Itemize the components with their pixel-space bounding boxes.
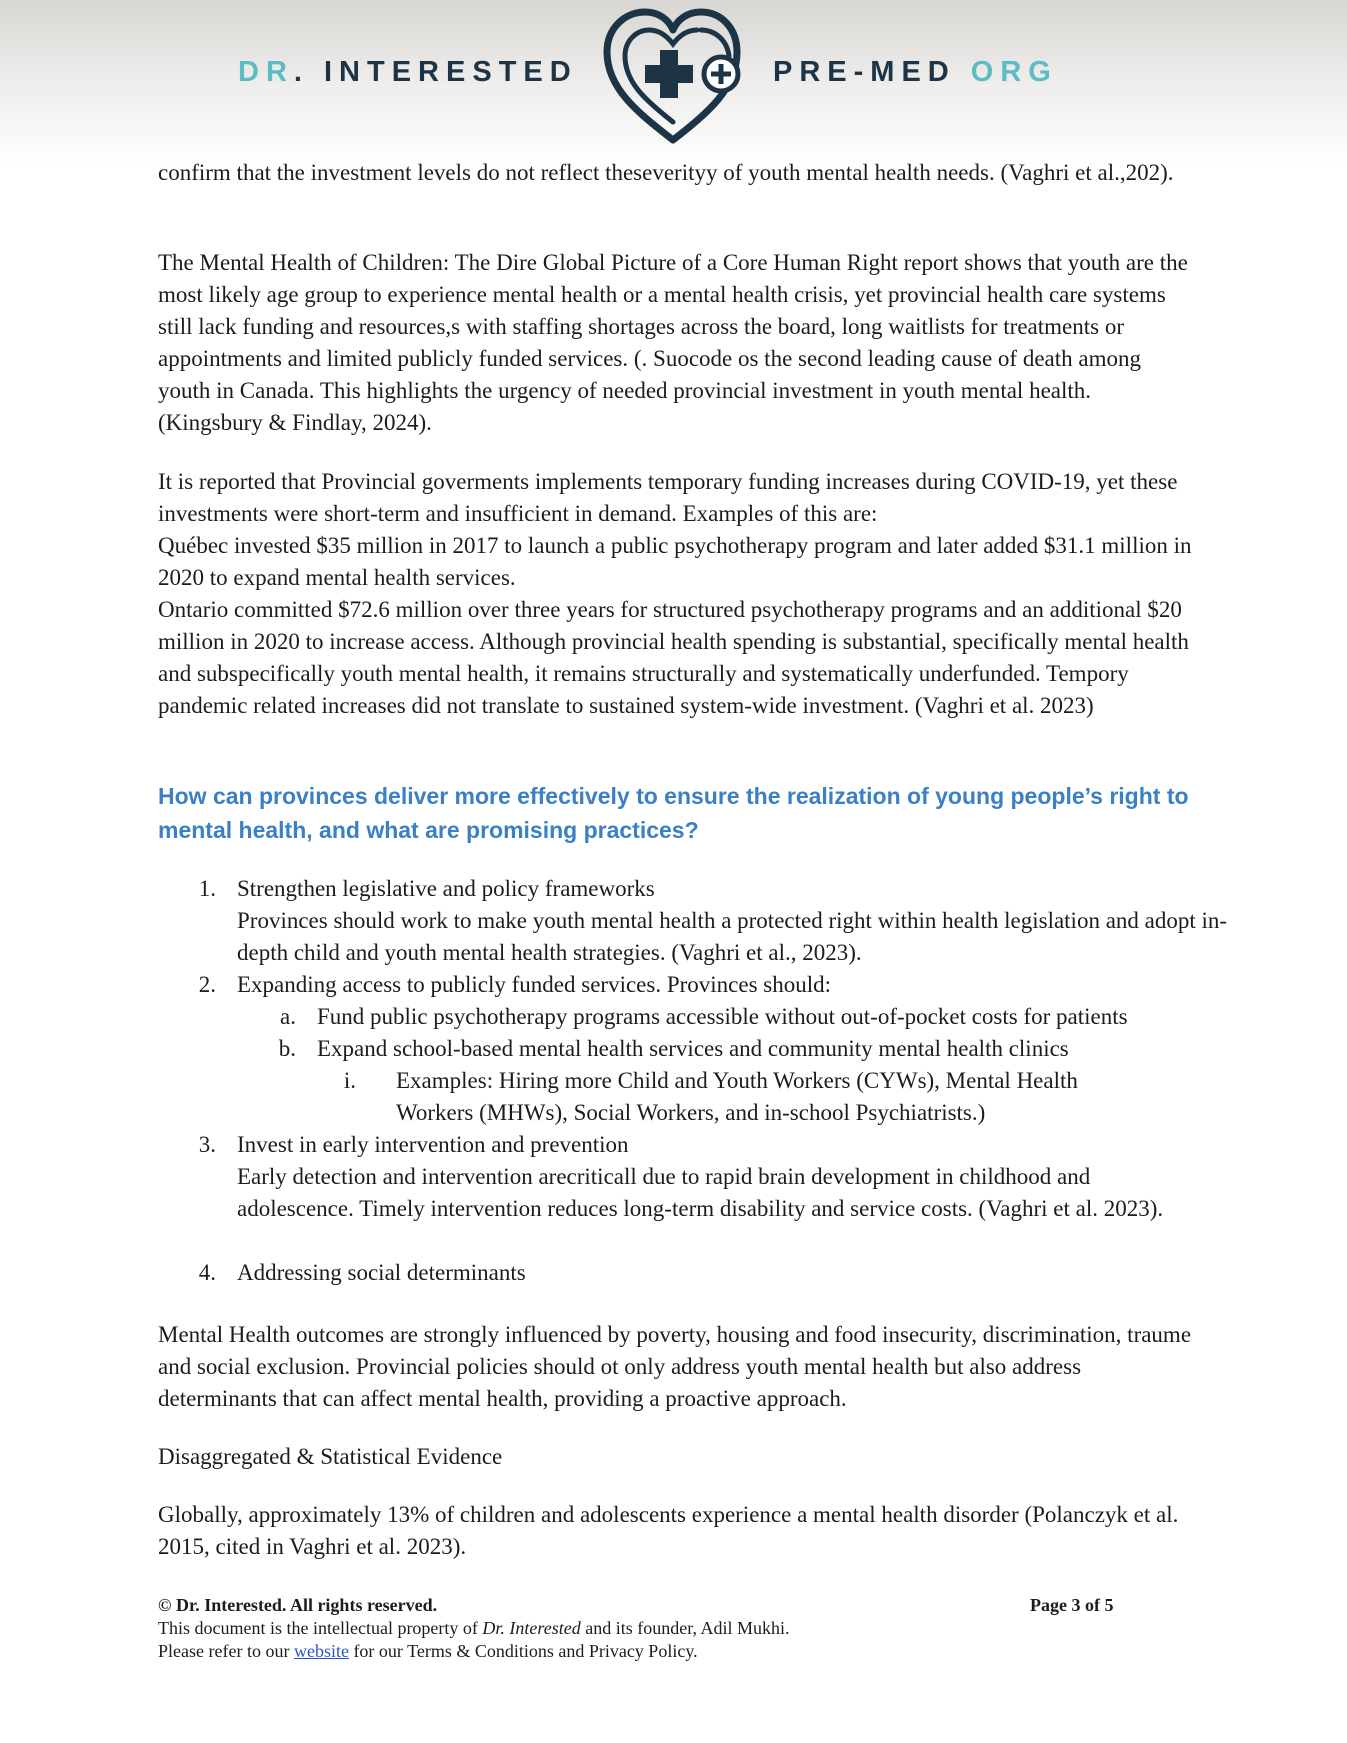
heart-stethoscope-logo-icon (597, 0, 749, 150)
list-marker-a: a. (280, 1004, 296, 1029)
brand-name-right (773, 56, 1058, 89)
list-item-1-body: Provinces should work to make youth mental health a protected right within health legislation and adopt in-depth child and youth mental health strategies. (Vaghri et al., 2023). (237, 908, 1228, 965)
footer-ownership-line (158, 1617, 1118, 1640)
paragraph-temporary-funding: It is reported that Provincial goverments implements temporary funding increases during COVID-19, yet these investments were short-term and insufficient in demand. Examples of this are: (158, 469, 1178, 526)
footer-ownership-text-b: and its founder, Adil Mukhi. (580, 1618, 790, 1638)
list-marker-2: 2. (198, 972, 216, 997)
list-item-4-title: Addressing social determinants (237, 1260, 526, 1285)
list-item-3-body: Early detection and intervention arecriticall due to rapid brain development in childhood and adolescence. Timely intervention reduces long-term disability and service costs. (Vaghri et al. 2023). (237, 1164, 1164, 1221)
paragraph-social-determinants: Mental Health outcomes are strongly influenced by poverty, housing and food insecurity, discrimination, traume and social exclusion. Provincial policies should ot only address youth mental health but also address determinants that can affect mental health, providing a proactive approach. (158, 1322, 1192, 1411)
footer-ownership-text-a: This document is the intellectual property of (158, 1618, 483, 1638)
brand-premed: PRE-MED (773, 56, 971, 88)
list-marker-b: b. (278, 1036, 296, 1061)
brand-interested: . INTERESTED (293, 56, 578, 88)
footer-terms-text-b: for our Terms & Conditions and Privacy Policy. (348, 1641, 698, 1661)
footer-copyright: © Dr. Interested. All rights reserved. (158, 1595, 438, 1615)
brand-name-left (238, 56, 578, 89)
footer-terms-text-a: Please refer to our (158, 1641, 294, 1661)
list-marker-i: i. (343, 1068, 356, 1093)
paragraph-disaggregated-evidence: Disaggregated & Statistical Evidence (158, 1444, 503, 1469)
list-marker-1: 1. (198, 876, 216, 901)
list-item-2-title: Expanding access to publicly funded services. Provinces should: (237, 972, 832, 997)
brand-org: ORG (970, 56, 1058, 88)
footer-ownership-name: Dr. Interested (482, 1618, 581, 1638)
page-header (0, 0, 1347, 165)
footer-terms-line (158, 1640, 1118, 1663)
list-item-i: Examples: Hiring more Child and Youth Workers (CYWs), Mental Health Workers (MHWs), Social Workers, and in-school Psychiatrists.) (396, 1068, 1078, 1125)
page-number: Page 3 of 5 (1030, 1595, 1114, 1615)
paragraph-global-statistic: Globally, approximately 13% of children and adolescents experience a mental health disorder (Polanczyk et al. 2015, cited in Vaghri et al. 2023). (158, 1502, 1179, 1559)
paragraph-quebec-example: Québec invested $35 million in 2017 to launch a public psychotherapy program and later added $31.1 million in 2020 to expand mental health services. (158, 533, 1192, 590)
website-link[interactable]: website (293, 1641, 349, 1661)
list-item-b: Expand school-based mental health services and community mental health clinics (317, 1036, 1069, 1061)
list-marker-3: 3. (198, 1132, 216, 1157)
list-item-1-title: Strengthen legislative and policy frameworks (237, 876, 655, 901)
page-footer (158, 1594, 1118, 1663)
paragraph-mental-health-children-report: The Mental Health of Children: The Dire Global Picture of a Core Human Right report shows that youth are the most likely age group to experience mental health or a mental health crisis, yet provincial health care systems still lack funding and resources,s with staffing shortages across the board, long waitlists for treatments or appointments and limited publicly funded services. (. Suocode os the second leading cause of death among youth in Canada. This highlights the urgency of needed provincial investment in youth mental health. (Kingsbury & Findlay, 2024). (158, 250, 1188, 435)
list-item-a: Fund public psychotherapy programs accessible without out-of-pocket costs for patients (317, 1004, 1128, 1029)
paragraph-ontario-example: Ontario committed $72.6 million over three years for structured psychotherapy programs and an additional $20 million in 2020 to increase access. Although provincial health spending is substantial, specifically mental health and subspecifically youth mental health, it remains structurally and systematically underfunded. Tempory pandemic related increases did not translate to sustained system-wide investment. (Vaghri et al. 2023) (158, 597, 1189, 718)
list-item-3-title: Invest in early intervention and prevention (237, 1132, 629, 1157)
list-marker-4: 4. (198, 1260, 216, 1285)
paragraph-investment-levels: confirm that the investment levels do not reflect theseverityy of youth mental health needs. (Vaghri et al.,202). (158, 160, 1174, 185)
brand-dr: DR (238, 56, 294, 88)
section-heading: How can provinces deliver more effectively to ensure the realization of young people’s right to mental health, and what are promising practices? (158, 783, 1189, 843)
